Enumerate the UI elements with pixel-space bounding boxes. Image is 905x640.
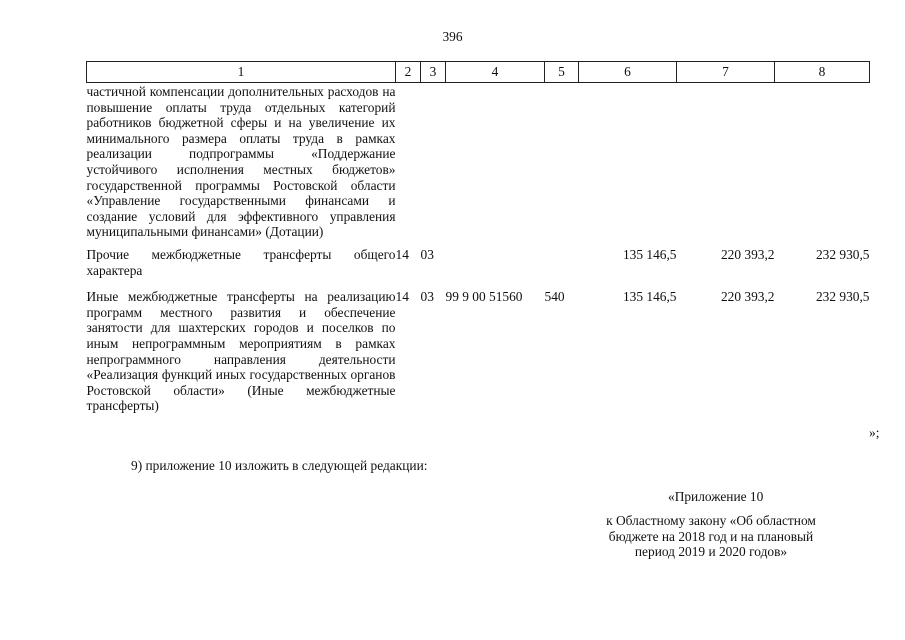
table-row — [87, 278, 870, 414]
row-subsection: 03 — [420, 289, 434, 305]
row-target-article: 99 9 00 51560 — [445, 289, 523, 305]
row-amount-2019: 220 393,2 — [720, 289, 775, 305]
column-header-8: 8 — [775, 62, 870, 83]
column-header-7: 7 — [677, 62, 775, 83]
row-section — [396, 83, 421, 240]
column-header-2: 2 — [396, 62, 421, 83]
table-row — [87, 240, 870, 278]
table-header-row — [87, 62, 870, 83]
law-reference: к Областному закону «Об областном бюджете на 2018 год и на плановый период 2019 и 2020 годов» — [606, 513, 816, 560]
row-description: Иные межбюджетные трансферты на реализацию программ местного развития и обеспечение занятости для шахтерских городов и поселков по иным непрограммным мероприятиям в рамках непрограммного направления деятельности «Реализация функций иных государственных органов Ростовской области» (Иные межбюджетные трансферты) — [86, 289, 396, 414]
column-header-5: 5 — [545, 62, 579, 83]
row-section: 14 — [395, 246, 409, 262]
column-header-4: 4 — [446, 62, 545, 83]
amendment-instruction: 9) приложение 10 изложить в следующей редакции: — [131, 458, 428, 473]
column-header-1: 1 — [87, 62, 396, 83]
row-expense-type — [545, 240, 579, 278]
row-amount-2018: 135 146,5 — [622, 289, 677, 305]
row-amount-2019 — [677, 83, 775, 240]
row-amount-2018 — [579, 83, 677, 240]
page-number: 396 — [442, 29, 463, 44]
column-header-6: 6 — [579, 62, 677, 83]
row-amount-2020: 232 930,5 — [815, 289, 870, 305]
row-target-article — [446, 240, 545, 278]
row-target-article — [446, 83, 545, 240]
row-amount-2020: 232 930,5 — [815, 246, 870, 262]
row-description: Прочие межбюджетные трансферты общего характера — [86, 246, 396, 278]
table-row — [87, 83, 870, 240]
row-amount-2018: 135 146,5 — [622, 246, 677, 262]
closing-quote: »; — [869, 425, 880, 440]
column-header-3: 3 — [421, 62, 446, 83]
row-section: 14 — [395, 289, 409, 305]
row-expense-type: 540 — [544, 289, 565, 305]
row-amount-2020 — [775, 83, 870, 240]
budget-table — [86, 61, 870, 414]
row-expense-type — [545, 83, 579, 240]
row-amount-2019: 220 393,2 — [720, 246, 775, 262]
row-description: частичной компенсации дополнительных расходов на повышение оплаты труда отдельных категорий работников бюджетной сферы и на увеличение их минимального размера оплаты труда в рамках реализации подпрограммы «Поддержание устойчивого исполнения местных бюджетов» государственной программы Ростовской области «Управление государственными финансами и создание условий для эффективного управления муниципальными финансами» (Дотации) — [86, 84, 396, 240]
row-subsection — [421, 83, 446, 240]
appendix-title: «Приложение 10 — [668, 489, 764, 504]
row-subsection: 03 — [420, 246, 434, 262]
